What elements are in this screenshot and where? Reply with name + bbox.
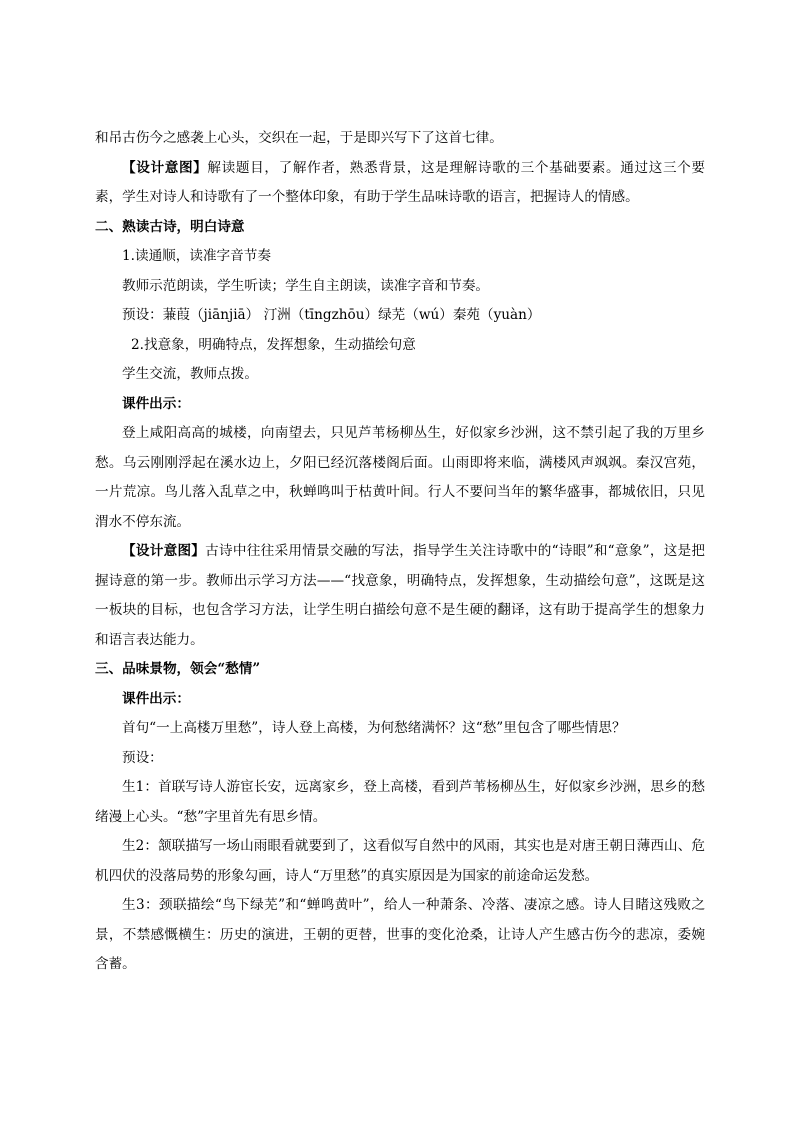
student-answer-1: 生1：首联写诗人游宦长安，远离家乡，登上高楼，看到芦苇杨柳丛生，好似家乡沙洲，思乡的愁绪漫上心头。“愁”字里首先有思乡情。 — [95, 779, 705, 825]
student-answer-2: 生2：颔联描写一场山雨眼看就要到了，这看似写自然中的风雨，其实也是对唐王朝日薄西山、危机四伏的没落局势的形象勾画，诗人“万里愁”的真实原因是为国家的前途命运发愁。 — [95, 838, 705, 884]
design-intent-label: 【设计意图】 — [122, 159, 208, 176]
design-intent-paragraph — [95, 537, 705, 655]
paragraph: 和吊古伤今之感袭上心头，交织在一起，于是即兴写下了这首七律。 — [95, 130, 503, 146]
design-intent-text: 古诗中往往采用情景交融的写法，指导学生关注诗歌中的“诗眼”和“意象”，这是把握诗意的第一步。教师出示学习方法——“找意象，明确特点，发挥想象，生动描绘句意”，这既是这一板块的目标，也包含学习方法，让学生明白描绘句意不是生硬的翻译，这有助于提高学生的想象力和语言表达能力。 — [95, 543, 706, 648]
section-heading: 三、品味景物，领会“愁情” — [95, 661, 261, 677]
sub-heading: 2.找意象，明确特点，发挥想象，生动描绘句意 — [131, 336, 416, 353]
section-heading: 二、熟读古诗，明白诗意 — [95, 218, 245, 235]
student-answer-3: 生3：颈联描绘“鸟下绿芜”和“蝉鸣黄叶”，给人一种萧条、冷落、凄凉之感。诗人目睹这残败之景，不禁感慨横生：历史的演进，王朝的更替，世事的变化沧桑，让诗人产生感古伤今的悲凉，委婉含蓄。 — [95, 897, 705, 972]
question-paragraph: 首句“一上高楼万里愁”，诗人登上高楼，为何愁绪满怀？这“愁”里包含了哪些情思？ — [122, 720, 626, 736]
design-intent-label: 【设计意图】 — [122, 543, 206, 559]
sub-heading: 1.读通顺，读准字音节奏 — [122, 248, 271, 264]
courseware-label: 课件出示： — [122, 690, 190, 707]
paragraph: 预设： — [122, 749, 163, 766]
pronunciation-paragraph: 预设：蒹葭（jiānjiā） 汀洲（tīngzhōu）绿芜（wú）秦苑（yuàn） — [122, 307, 541, 323]
paragraph: 教师示范朗读，学生听读；学生自主朗读，读准字音和节奏。 — [122, 277, 490, 294]
design-intent-text: 解读题目，了解作者，熟悉背景，这是理解诗歌的三个基础要素。通过这三个要素，学生对诗人和诗歌有了一个整体印象，有助于学生品味诗歌的语言，把握诗人的情感。 — [95, 159, 706, 205]
document-body — [95, 124, 705, 980]
translation-paragraph: 登上咸阳高高的城楼，向南望去，只见芦苇杨柳丛生，好似家乡沙洲，这不禁引起了我的万里乡愁。乌云刚刚浮起在溪水边上，夕阳已经沉落楼阁后面。山雨即将来临，满楼风声飒飒。秦汉宫苑，一片荒凉。鸟儿落入乱草之中，秋蝉鸣叫于枯黄叶间。行人不要问当年的繁华盛事，都城依旧，只见渭水不停东流。 — [95, 425, 705, 530]
design-intent-paragraph — [95, 154, 705, 213]
paragraph: 学生交流，教师点拨。 — [122, 366, 258, 382]
courseware-label: 课件出示： — [122, 395, 190, 412]
